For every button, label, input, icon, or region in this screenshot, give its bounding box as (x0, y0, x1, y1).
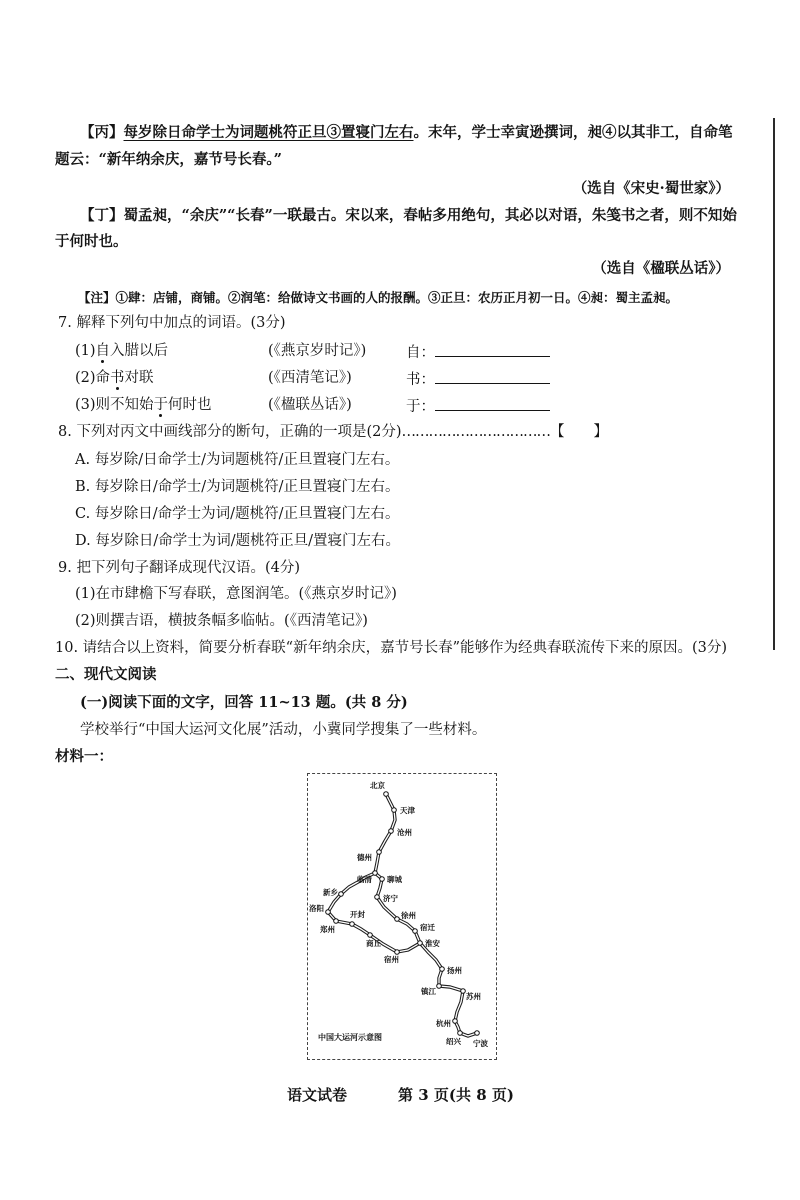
sentence-text: 则不知始 (95, 397, 154, 413)
question-7-item-3-source: (《楹联丛话》) (268, 397, 352, 413)
item-number: (3) (75, 397, 96, 413)
footer-page-number: 第 3 页(共 8 页) (398, 1086, 514, 1104)
city-marker-linqing (373, 871, 378, 876)
item-number: (1) (75, 343, 96, 359)
question-9-item-1: (1)在市肆檐下写春联，意图润笔。(《燕京岁时记》) (75, 586, 397, 602)
dotted-word: 自 (95, 343, 111, 359)
question-10-stem: 10. 请结合以上资料，简要分析春联“新年纳余庆，嘉节号长春”能够作为经典春联流传下来的原因。(3分) (55, 640, 728, 656)
city-marker-ningbo (475, 1031, 480, 1036)
city-label-ningbo: 宁波 (473, 1039, 488, 1048)
city-label-linqing: 临清 (357, 875, 372, 884)
city-label-liaocheng: 聊城 (387, 875, 402, 884)
section-2-heading: 二、现代文阅读 (55, 666, 157, 683)
question-8-option-a: A. 每岁除/日命学士/为词题桃符/正旦置寝门左右。 (75, 452, 400, 468)
city-label-luoyang: 洛阳 (309, 904, 324, 913)
answer-label: 书： (406, 372, 435, 388)
city-marker-dezhou (377, 850, 382, 855)
city-marker-xuzhou (395, 917, 400, 922)
city-label-beijing: 北京 (370, 781, 385, 790)
annotation-notes: 【注】①肆：店铺，商铺。②润笔：给做诗文书画的人的报酬。③正旦：农历正月初一日。④昶：蜀主孟昶。 (78, 290, 679, 305)
sentence-text: 命 (95, 370, 111, 386)
city-label-huaian: 淮安 (425, 939, 440, 948)
question-8-stem-line (58, 423, 608, 441)
city-label-shaoxing: 绍兴 (446, 1037, 461, 1046)
city-label-suzhou-jiangsu: 苏州 (466, 992, 481, 1001)
answer-bracket: 【 】 (549, 424, 608, 440)
question-8-option-b: B. 每岁除日/命学士/为词题桃符/正旦置寝门左右。 (75, 479, 400, 495)
question-9-item-2: (2)则撰吉语，横披条幅多临帖。(《西清笔记》) (75, 613, 368, 629)
passage-bing-source: （选自《宋史·蜀世家》） (572, 180, 730, 197)
dot-leader: …………………………… (401, 424, 550, 440)
passage-ding-line-2: 于何时也。 (55, 233, 128, 250)
passage-ding-source: （选自《楹联丛话》） (592, 260, 730, 277)
city-label-cangzhou: 沧州 (397, 828, 412, 837)
city-marker-zhengzhou (334, 919, 339, 924)
city-label-xuzhou: 徐州 (401, 911, 416, 920)
city-marker-shangqiu (368, 933, 373, 938)
city-label-hangzhou: 杭州 (436, 1019, 451, 1028)
answer-label: 自： (406, 345, 435, 361)
city-marker-beijing (384, 792, 389, 797)
binding-fold-line (773, 118, 775, 650)
question-8-stem: 8. 下列对丙文中画线部分的断句，正确的一项是(2分) (58, 424, 402, 440)
question-7-item-1-source: (《燕京岁时记》) (268, 343, 367, 359)
answer-label: 于： (406, 399, 435, 415)
question-7-item-2-source: (《西清笔记》) (268, 370, 352, 386)
city-label-dezhou: 德州 (357, 853, 372, 862)
question-7-item-3-sentence (75, 396, 212, 414)
passage-bing-tag: 【丙】 (80, 124, 124, 141)
city-label-suzhou-anhui: 宿州 (384, 955, 399, 964)
city-label-jining: 济宁 (383, 894, 398, 903)
material-1-label: 材料一： (55, 748, 113, 765)
question-7-item-2-sentence (75, 369, 154, 387)
city-marker-xinxiang (339, 892, 344, 897)
question-9-stem: 9. 把下列句子翻译成现代汉语。(4分) (58, 560, 300, 576)
section-2-subheading: (一)阅读下面的文字，回答 11~13 题。(共 8 分) (80, 694, 408, 711)
answer-blank (435, 396, 550, 411)
city-label-zhenjiang: 镇江 (421, 987, 436, 996)
city-label-kaifeng: 开封 (350, 910, 365, 919)
city-marker-yangzhou (440, 967, 445, 972)
city-label-suqian: 宿迁 (420, 923, 435, 932)
city-label-yangzhou: 扬州 (447, 966, 462, 975)
city-marker-suzhou-anhui (395, 950, 400, 955)
answer-blank (435, 369, 550, 384)
section-2-intro: 学校举行“中国大运河文化展”活动，小冀同学搜集了一些材料。 (80, 722, 487, 738)
city-marker-suqian (413, 929, 418, 934)
passage-bing-line-1-rest: 。末年，学士幸寅逊撰词，昶④以其非工，自命笔 (413, 124, 733, 141)
city-marker-liaocheng (380, 877, 385, 882)
sentence-text: 对联 (124, 370, 154, 386)
question-7-stem: 7. 解释下列句中加点的词语。(3分) (58, 315, 286, 331)
grand-canal-map-svg (308, 774, 498, 1061)
city-marker-shaoxing (458, 1031, 463, 1036)
city-label-zhengzhou: 郑州 (320, 925, 335, 934)
passage-bing-line-1 (80, 124, 733, 142)
city-labels (309, 780, 488, 1048)
map-caption: 中国大运河示意图 (318, 1033, 382, 1042)
footer-subject: 语文试卷 (287, 1086, 348, 1104)
dotted-word: 书 (110, 370, 125, 386)
answer-blank (435, 342, 550, 357)
question-8-option-d: D. 每岁除日/命学士为词/题桃符正旦/置寝门左右。 (75, 533, 400, 549)
question-7-item-1-answer (406, 342, 550, 362)
item-number: (2) (75, 370, 96, 386)
question-7-item-2-answer (406, 369, 550, 389)
city-label-tianjin: 天津 (400, 806, 415, 815)
city-marker-suzhou-jiangsu (461, 989, 466, 994)
city-marker-hangzhou (453, 1019, 458, 1024)
sentence-text: 入腊以后 (110, 343, 169, 359)
passage-bing-line-2: 题云：“新年纳余庆，嘉节号长春。” (55, 151, 282, 168)
city-label-xinxiang: 新乡 (323, 888, 338, 897)
passage-bing-underlined-segment: 每岁除日命学士为词题桃符正旦③置寝门左右 (123, 124, 414, 141)
question-8-option-c: C. 每岁除日/命学士为词/题桃符/正旦置寝门左右。 (75, 506, 400, 522)
question-7-item-3-answer (406, 396, 550, 416)
passage-ding-line-1: 【丁】蜀孟昶，“余庆”“长春”一联最古。宋以来，春帖多用绝句，其必以对语，朱笺书之者，则不知始 (80, 207, 737, 224)
city-marker-zhenjiang (437, 984, 442, 989)
question-7-item-1-sentence (75, 342, 168, 360)
city-marker-jining (375, 895, 380, 900)
city-label-shangqiu: 商丘 (366, 939, 381, 948)
city-marker-kaifeng (350, 922, 355, 927)
city-marker-huaian (418, 941, 423, 946)
dotted-word: 于 (153, 397, 169, 413)
city-marker-tianjin (392, 808, 397, 813)
sentence-text: 何时也 (168, 397, 212, 413)
city-marker-cangzhou (389, 829, 394, 834)
grand-canal-map (307, 773, 497, 1060)
city-marker-luoyang (326, 910, 331, 915)
